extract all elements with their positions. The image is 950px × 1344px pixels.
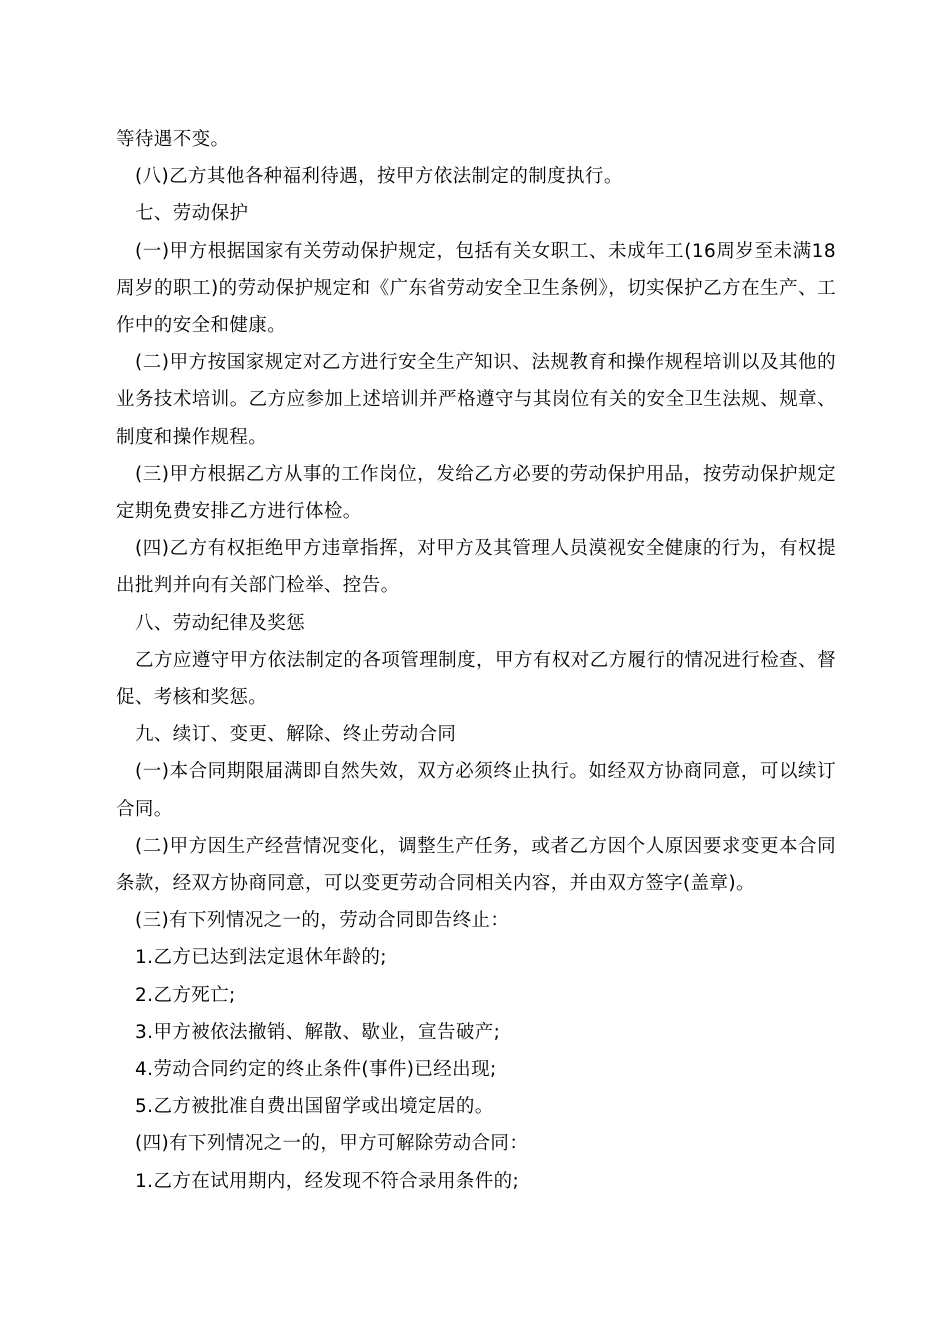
section-heading: 九、续订、变更、解除、终止劳动合同 [135,724,457,746]
list-item: 2.乙方死亡; [135,984,236,1006]
paragraph: 乙方应遵守甲方依法制定的各项管理制度，甲方有权对乙方履行的情况进行检查、督促、考核和奖惩。 [116,649,836,709]
document-body [116,121,836,1200]
paragraph: (一)本合同期限届满即自然失效，双方必须终止执行。如经双方协商同意，可以续订合同。 [116,761,836,820]
section-heading: 七、劳动保护 [135,203,249,225]
paragraph: (四)乙方有权拒绝甲方违章指挥，对甲方及其管理人员漠视安全健康的行为，有权提出批判并向有关部门检举、控告。 [116,538,836,597]
list-item: 3.甲方被依法撤销、解散、歇业，宣告破产; [135,1021,501,1043]
list-item: 5.乙方被批准自费出国留学或出境定居的。 [135,1096,494,1118]
section-heading: 八、劳动纪律及奖惩 [135,612,306,634]
paragraph: 等待遇不变。 [116,129,230,150]
paragraph: (八)乙方其他各种福利待遇，按甲方依法制定的制度执行。 [135,166,623,188]
paragraph: (四)有下列情况之一的，甲方可解除劳动合同： [135,1133,529,1155]
paragraph: (三)有下列情况之一的，劳动合同即告终止： [135,910,510,932]
paragraph: (三)甲方根据乙方从事的工作岗位，发给乙方必要的劳动保护用品，按劳动保护规定定期免费安排乙方进行体检。 [116,463,836,523]
list-item: 4.劳动合同约定的终止条件(事件)已经出现; [135,1059,497,1081]
list-item: 1.乙方在试用期内，经发现不符合录用条件的; [135,1170,520,1192]
paragraph: (二)甲方因生产经营情况变化，调整生产任务，或者乙方因个人原因要求变更本合同条款，经双方协商同意，可以变更劳动合同相关内容，并由双方签字(盖章)。 [116,835,836,895]
paragraph: (二)甲方按国家规定对乙方进行安全生产知识、法规教育和操作规程培训以及其他的业务技术培训。乙方应参加上述培训并严格遵守与其岗位有关的安全卫生法规、规章、制度和操作规程。 [116,352,836,448]
list-item: 1.乙方已达到法定退休年龄的; [135,947,387,969]
paragraph: (一)甲方根据国家有关劳动保护规定，包括有关女职工、未成年工(16周岁至未满18周岁的职工)的劳动保护规定和《广东省劳动安全卫生条例》，切实保护乙方在生产、工作中的安全和健康。 [116,240,836,337]
